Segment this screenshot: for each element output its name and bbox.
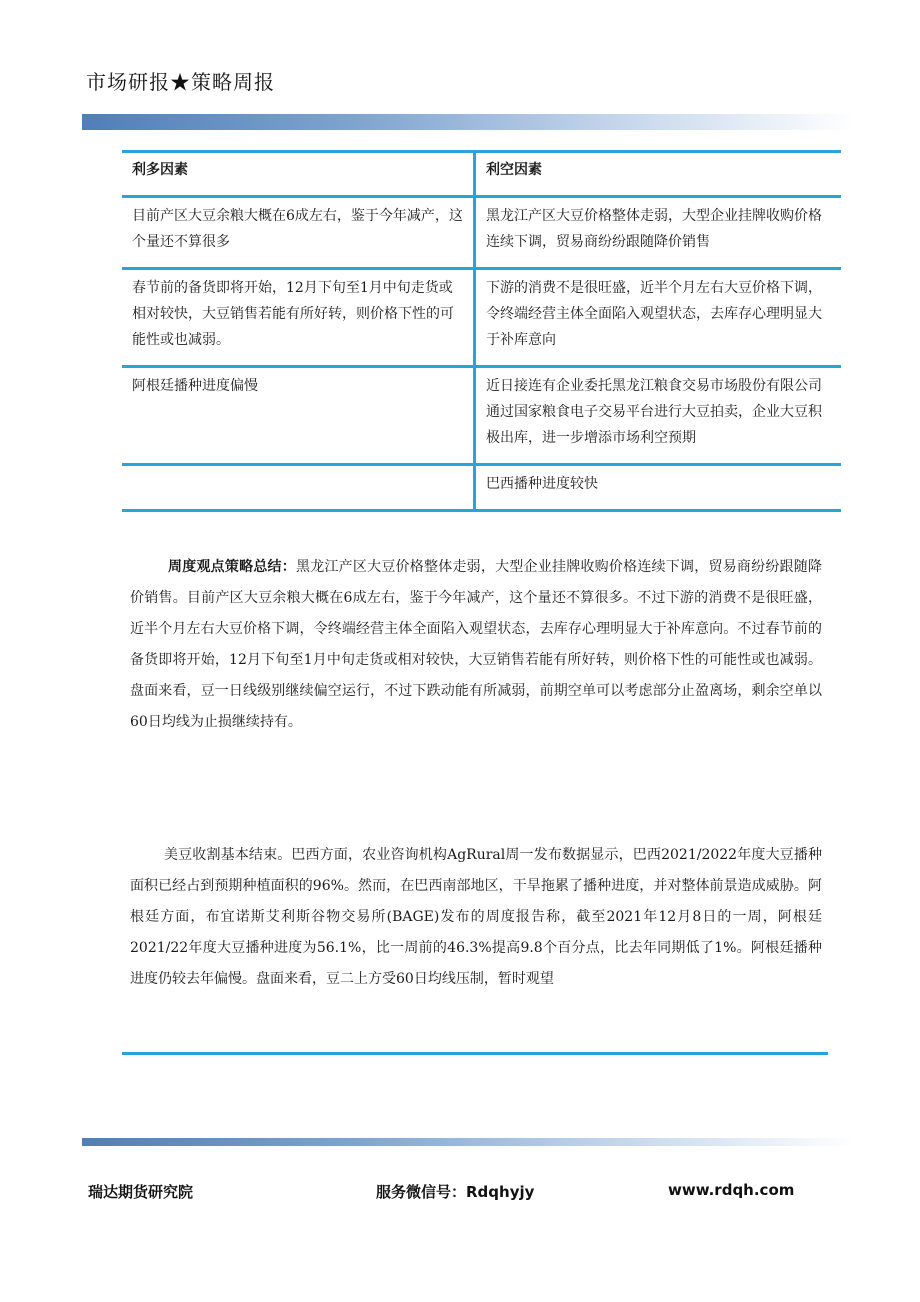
header-gradient-bar [82, 114, 856, 130]
table-row [122, 465, 841, 511]
table-row [122, 269, 841, 367]
weekly-summary [130, 552, 822, 738]
section-divider [122, 1052, 828, 1055]
footer-gradient-bar [82, 1138, 856, 1146]
table-row [122, 197, 841, 269]
footer-wechat: 服务微信号：Rdqhyjy [376, 1183, 535, 1201]
bullish-header: 利多因素 [122, 152, 475, 197]
bearish-cell: 下游的消费不是很旺盛，近半个月左右大豆价格下调，令终端经营主体全面陷入观望状态，去库存心理明显大于补库意向 [475, 269, 842, 367]
bearish-cell: 黑龙江产区大豆价格整体走弱，大型企业挂牌收购价格连续下调，贸易商纷纷跟随降价销售 [475, 197, 842, 269]
bearish-header: 利空因素 [475, 152, 842, 197]
bullish-cell [122, 465, 475, 511]
bullish-cell: 目前产区大豆余粮大概在6成左右，鉴于今年减产，这个量还不算很多 [122, 197, 475, 269]
bullish-cell: 春节前的备货即将开始，12月下旬至1月中旬走货或相对较快，大豆销售若能有所好转，则价格下性的可能性或也减弱。 [122, 269, 475, 367]
bullish-cell: 阿根廷播种进度偏慢 [122, 367, 475, 465]
footer-website: www.rdqh.com [668, 1181, 795, 1199]
summary-label: 周度观点策略总结： [168, 559, 296, 575]
table-header-row [122, 152, 841, 197]
bearish-cell: 巴西播种进度较快 [475, 465, 842, 511]
table-row [122, 367, 841, 465]
bearish-cell: 近日接连有企业委托黑龙江粮食交易市场股份有限公司通过国家粮食电子交易平台进行大豆拍卖，企业大豆积极出库，进一步增添市场利空预期 [475, 367, 842, 465]
factor-table [122, 150, 841, 512]
market-paragraph: 美豆收割基本结束。巴西方面，农业咨询机构AgRural周一发布数据显示，巴西2021/2022年度大豆播种面积已经占到预期种植面积的96%。然而，在巴西南部地区，干旱拖累了播种进度，并对整体前景造成威胁。阿根廷方面，布宜诺斯艾利斯谷物交易所(BAGE)发布的周度报告称，截至2021年12月8日的一周，阿根廷2021/22年度大豆播种进度为56.1%，比一周前的46.3%提高9.8个百分点，比去年同期低了1%。阿根廷播种进度仍较去年偏慢。盘面来看，豆二上方受60日均线压制，暂时观望 [130, 847, 822, 987]
report-title: 市场研报★策略周报 [86, 70, 275, 94]
summary-text: 黑龙江产区大豆价格整体走弱，大型企业挂牌收购价格连续下调，贸易商纷纷跟随降价销售。目前产区大豆余粮大概在6成左右，鉴于今年减产，这个量还不算很多。不过下游的消费不是很旺盛，近半个月左右大豆价格下调，令终端经营主体全面陷入观望状态，去库存心理明显大于补库意向。不过春节前的备货即将开始，12月下旬至1月中旬走货或相对较快，大豆销售若能有所好转，则价格下性的可能性或也减弱。盘面来看，豆一日线级别继续偏空运行，不过下跌动能有所减弱，前期空单可以考虑部分止盈离场，剩余空单以60日均线为止损继续持有。 [130, 559, 822, 730]
footer-org: 瑞达期货研究院 [88, 1183, 194, 1201]
